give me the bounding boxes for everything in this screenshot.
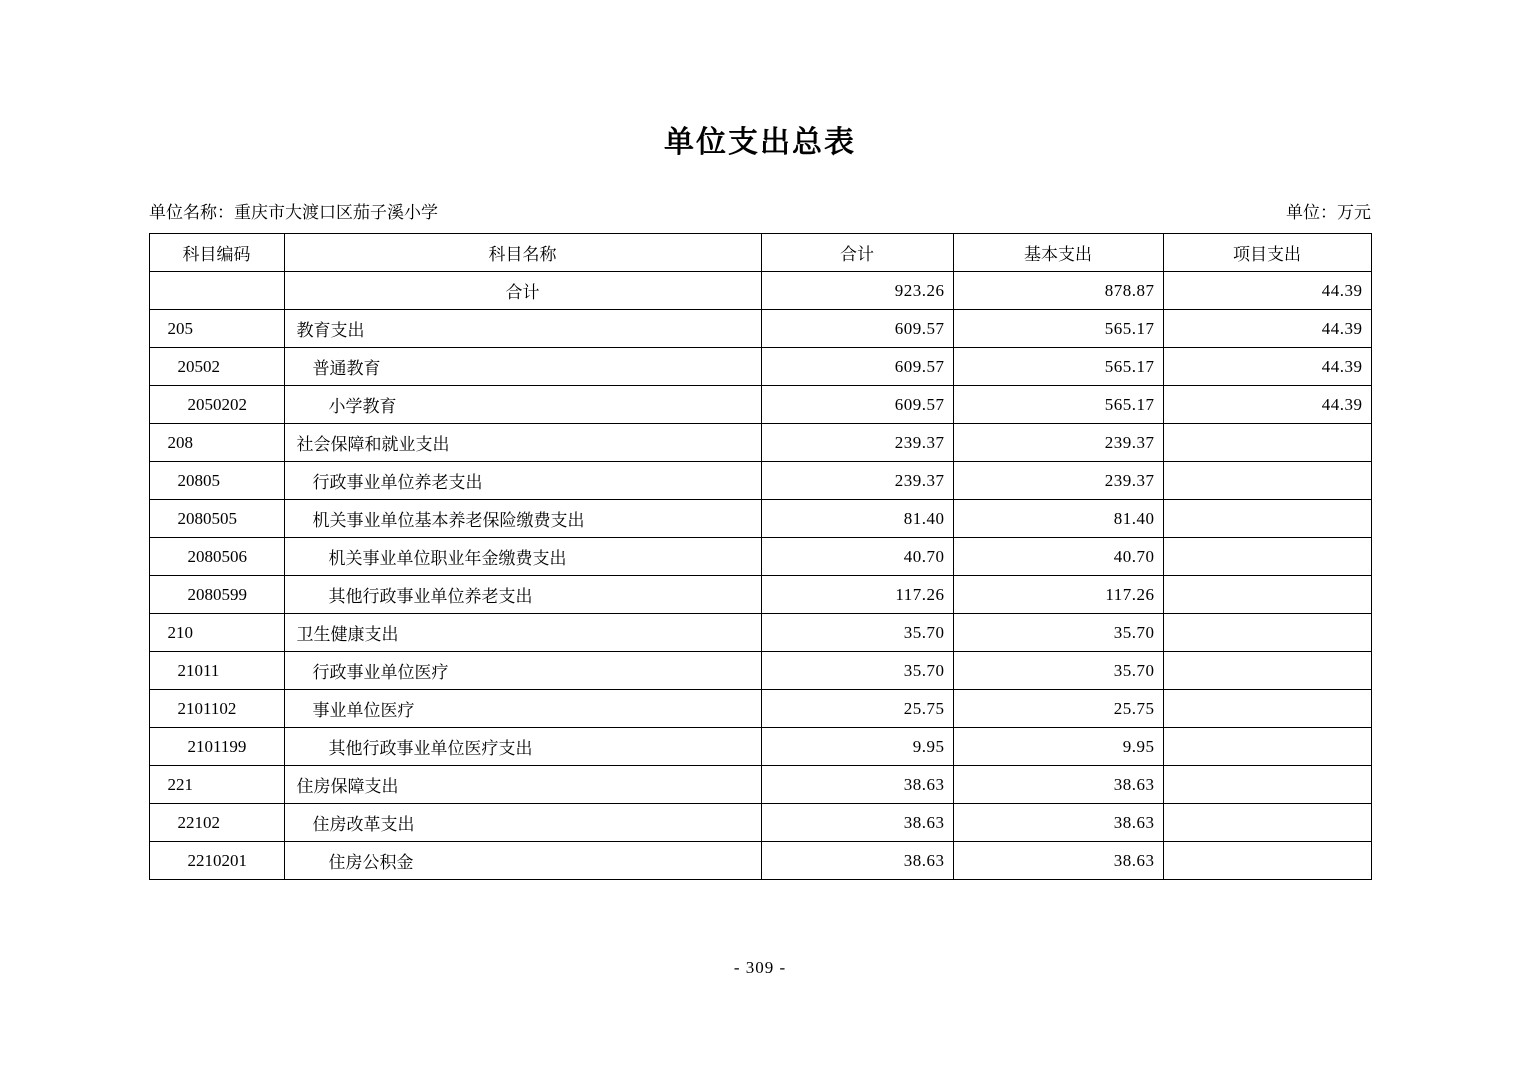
cell-project-expenditure xyxy=(1163,728,1371,766)
cell-basic-expenditure: 25.75 xyxy=(953,690,1163,728)
unit-name-value: 重庆市大渡口区茄子溪小学 xyxy=(234,203,438,222)
table-row xyxy=(149,424,1371,462)
column-header-project: 项目支出 xyxy=(1163,234,1371,272)
cell-total: 9.95 xyxy=(761,728,953,766)
cell-subject-name: 机关事业单位基本养老保险缴费支出 xyxy=(284,500,761,538)
table-row xyxy=(149,310,1371,348)
cell-subject-code: 208 xyxy=(149,424,284,462)
cell-total: 609.57 xyxy=(761,348,953,386)
cell-subject-code: 2101199 xyxy=(149,728,284,766)
column-header-total: 合计 xyxy=(761,234,953,272)
column-header-code: 科目编码 xyxy=(149,234,284,272)
table-row xyxy=(149,576,1371,614)
cell-basic-expenditure: 38.63 xyxy=(953,842,1163,880)
cell-basic-expenditure: 35.70 xyxy=(953,652,1163,690)
amount-unit: 单位：万元 xyxy=(1286,203,1371,222)
cell-total: 923.26 xyxy=(761,272,953,310)
cell-basic-expenditure: 81.40 xyxy=(953,500,1163,538)
cell-project-expenditure: 44.39 xyxy=(1163,272,1371,310)
cell-subject-code: 20805 xyxy=(149,462,284,500)
cell-subject-code: 221 xyxy=(149,766,284,804)
table-row xyxy=(149,500,1371,538)
cell-subject-code: 2080599 xyxy=(149,576,284,614)
cell-total: 609.57 xyxy=(761,310,953,348)
cell-project-expenditure xyxy=(1163,690,1371,728)
cell-subject-code: 22102 xyxy=(149,804,284,842)
cell-subject-name: 行政事业单位养老支出 xyxy=(284,462,761,500)
table-row xyxy=(149,538,1371,576)
cell-subject-code: 210 xyxy=(149,614,284,652)
table-row xyxy=(149,272,1371,310)
cell-project-expenditure: 44.39 xyxy=(1163,310,1371,348)
cell-subject-name: 小学教育 xyxy=(284,386,761,424)
cell-subject-name: 其他行政事业单位医疗支出 xyxy=(284,728,761,766)
cell-basic-expenditure: 565.17 xyxy=(953,386,1163,424)
table-row xyxy=(149,690,1371,728)
column-header-name: 科目名称 xyxy=(284,234,761,272)
cell-basic-expenditure: 35.70 xyxy=(953,614,1163,652)
cell-subject-name: 合计 xyxy=(284,272,761,310)
cell-project-expenditure xyxy=(1163,538,1371,576)
cell-subject-name: 行政事业单位医疗 xyxy=(284,652,761,690)
cell-project-expenditure xyxy=(1163,766,1371,804)
cell-subject-code xyxy=(149,272,284,310)
cell-subject-code: 2050202 xyxy=(149,386,284,424)
table-row xyxy=(149,386,1371,424)
cell-subject-name: 卫生健康支出 xyxy=(284,614,761,652)
cell-subject-code: 20502 xyxy=(149,348,284,386)
cell-total: 35.70 xyxy=(761,614,953,652)
cell-subject-name: 住房改革支出 xyxy=(284,804,761,842)
table-row xyxy=(149,462,1371,500)
table-row xyxy=(149,728,1371,766)
cell-basic-expenditure: 878.87 xyxy=(953,272,1163,310)
cell-subject-name: 住房保障支出 xyxy=(284,766,761,804)
cell-subject-code: 2101102 xyxy=(149,690,284,728)
cell-project-expenditure xyxy=(1163,462,1371,500)
unit-name xyxy=(149,203,438,223)
table-row xyxy=(149,348,1371,386)
cell-basic-expenditure: 38.63 xyxy=(953,766,1163,804)
cell-basic-expenditure: 239.37 xyxy=(953,462,1163,500)
expenditure-table xyxy=(149,233,1372,880)
table-row xyxy=(149,652,1371,690)
cell-subject-name: 机关事业单位职业年金缴费支出 xyxy=(284,538,761,576)
cell-basic-expenditure: 565.17 xyxy=(953,310,1163,348)
cell-subject-name: 教育支出 xyxy=(284,310,761,348)
cell-basic-expenditure: 239.37 xyxy=(953,424,1163,462)
cell-total: 40.70 xyxy=(761,538,953,576)
cell-total: 38.63 xyxy=(761,766,953,804)
cell-subject-code: 2080506 xyxy=(149,538,284,576)
cell-project-expenditure xyxy=(1163,576,1371,614)
cell-subject-name: 社会保障和就业支出 xyxy=(284,424,761,462)
table-row xyxy=(149,842,1371,880)
cell-subject-name: 其他行政事业单位养老支出 xyxy=(284,576,761,614)
document-meta xyxy=(149,158,1371,223)
cell-subject-name: 住房公积金 xyxy=(284,842,761,880)
cell-basic-expenditure: 117.26 xyxy=(953,576,1163,614)
cell-subject-name: 事业单位医疗 xyxy=(284,690,761,728)
cell-basic-expenditure: 40.70 xyxy=(953,538,1163,576)
cell-project-expenditure xyxy=(1163,614,1371,652)
unit-name-label: 单位名称： xyxy=(149,203,234,222)
table-row xyxy=(149,804,1371,842)
cell-project-expenditure xyxy=(1163,804,1371,842)
cell-total: 35.70 xyxy=(761,652,953,690)
cell-total: 38.63 xyxy=(761,804,953,842)
cell-project-expenditure: 44.39 xyxy=(1163,386,1371,424)
cell-subject-code: 21011 xyxy=(149,652,284,690)
page-title: 单位支出总表 xyxy=(664,126,856,159)
table-row xyxy=(149,614,1371,652)
cell-total: 117.26 xyxy=(761,576,953,614)
cell-project-expenditure xyxy=(1163,500,1371,538)
cell-basic-expenditure: 565.17 xyxy=(953,348,1163,386)
cell-total: 25.75 xyxy=(761,690,953,728)
cell-basic-expenditure: 9.95 xyxy=(953,728,1163,766)
page-number: - 309 - xyxy=(733,958,787,977)
cell-subject-code: 2210201 xyxy=(149,842,284,880)
cell-total: 239.37 xyxy=(761,462,953,500)
table-header-row xyxy=(149,234,1371,272)
cell-project-expenditure xyxy=(1163,652,1371,690)
cell-project-expenditure xyxy=(1163,424,1371,462)
cell-basic-expenditure: 38.63 xyxy=(953,804,1163,842)
column-header-basic: 基本支出 xyxy=(953,234,1163,272)
cell-project-expenditure: 44.39 xyxy=(1163,348,1371,386)
cell-total: 609.57 xyxy=(761,386,953,424)
cell-project-expenditure xyxy=(1163,842,1371,880)
cell-total: 81.40 xyxy=(761,500,953,538)
cell-subject-name: 普通教育 xyxy=(284,348,761,386)
table-row xyxy=(149,766,1371,804)
cell-subject-code: 2080505 xyxy=(149,500,284,538)
cell-total: 239.37 xyxy=(761,424,953,462)
cell-subject-code: 205 xyxy=(149,310,284,348)
cell-total: 38.63 xyxy=(761,842,953,880)
